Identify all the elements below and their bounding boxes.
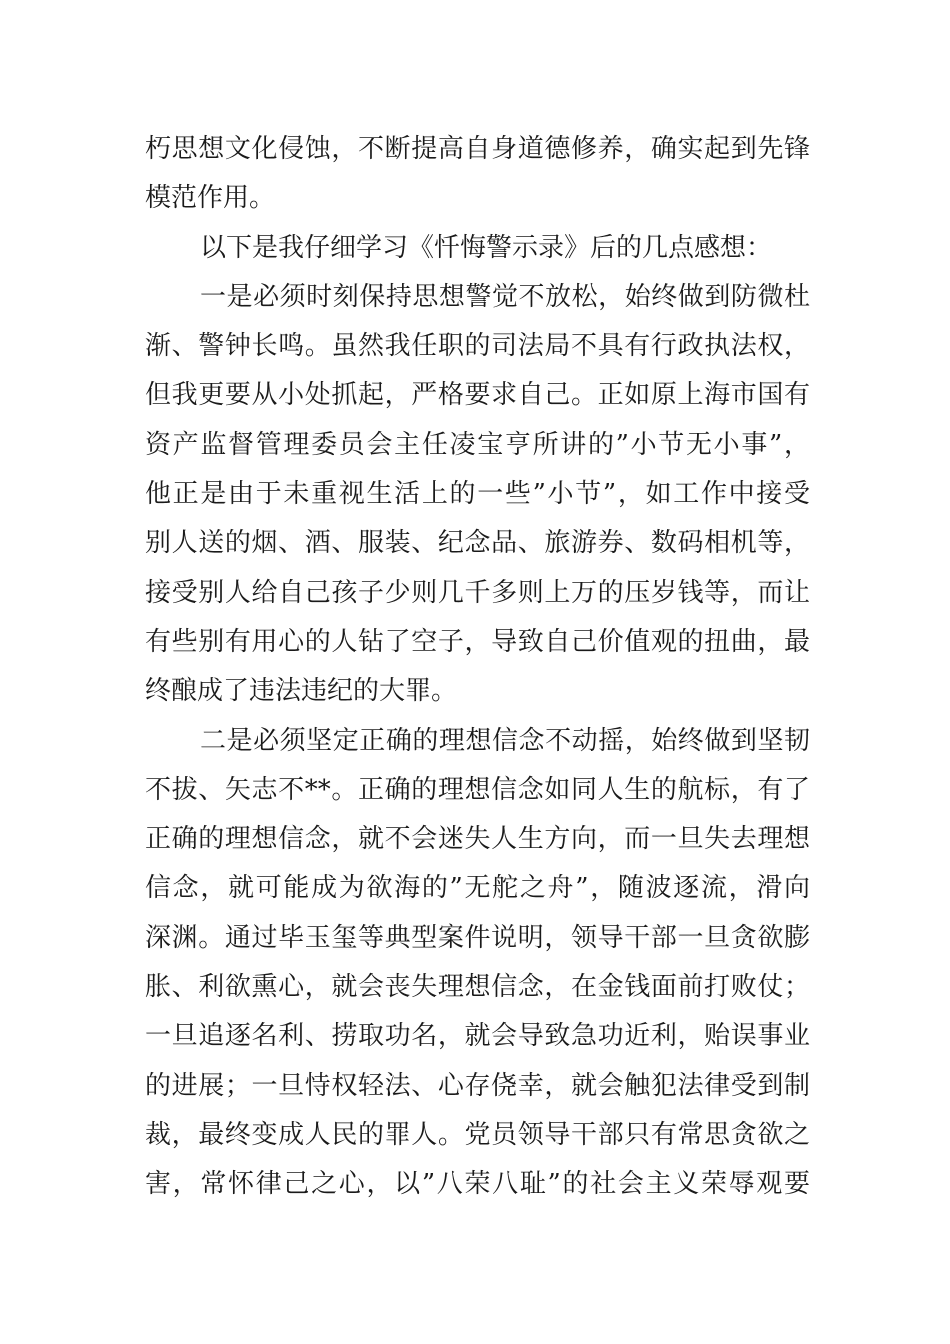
text-line-20: 的进展；一旦恃权轻法、心存侥幸，就会触犯法律受到制 [145, 1070, 810, 1101]
text-line-12: 终酿成了违法违纪的大罪。 [145, 676, 458, 707]
text-line-6: 但我更要从小处抓起，严格要求自己。正如原上海市国有 [145, 380, 810, 411]
text-line-13: 二是必须坚定正确的理想信念不动摇，始终做到坚韧 [200, 725, 810, 756]
text-line-19: 一旦追逐名利、捞取功名，就会导致急功近利，贻误事业 [145, 1021, 810, 1052]
text-line-9: 别人送的烟、酒、服装、纪念品、旅游券、数码相机等， [145, 528, 810, 559]
text-line-10: 接受别人给自己孩子少则几千多则上万的压岁钱等，而让 [145, 577, 810, 608]
text-line-7: 资产监督管理委员会主任凌宝亨所讲的”小节无小事”， [145, 429, 810, 460]
text-line-16: 信念，就可能成为欲海的”无舵之舟”，随波逐流，滑向 [145, 873, 810, 904]
text-line-11: 有些别有用心的人钻了空子，导致自己价值观的扭曲，最 [145, 626, 810, 657]
text-line-3: 以下是我仔细学习《忏悔警示录》后的几点感想： [200, 232, 773, 263]
text-line-21: 裁，最终变成人民的罪人。党员领导干部只有常思贪欲之 [145, 1119, 810, 1150]
text-line-15: 正确的理想信念，就不会迷失人生方向，而一旦失去理想 [145, 824, 810, 855]
text-line-22: 害，常怀律己之心，以”八荣八耻”的社会主义荣辱观要 [145, 1169, 810, 1200]
body-text [145, 125, 810, 1210]
text-line-18: 胀、利欲熏心，就会丧失理想信念，在金钱面前打败仗； [145, 972, 810, 1003]
text-line-8: 他正是由于未重视生活上的一些”小节”，如工作中接受 [145, 479, 810, 510]
text-line-14: 不拔、矢志不**。正确的理想信念如同人生的航标，有了 [145, 774, 810, 805]
text-line-2: 模范作用。 [145, 183, 276, 214]
text-line-5: 渐、警钟长鸣。虽然我任职的司法局不具有行政执法权， [145, 331, 810, 362]
text-line-1: 朽思想文化侵蚀，不断提高自身道德修养，确实起到先锋 [145, 134, 810, 164]
text-line-4: 一是必须时刻保持思想警觉不放松，始终做到防微杜 [200, 281, 810, 312]
text-line-17: 深渊。通过毕玉玺等典型案件说明，领导干部一旦贪欲膨 [145, 922, 810, 953]
